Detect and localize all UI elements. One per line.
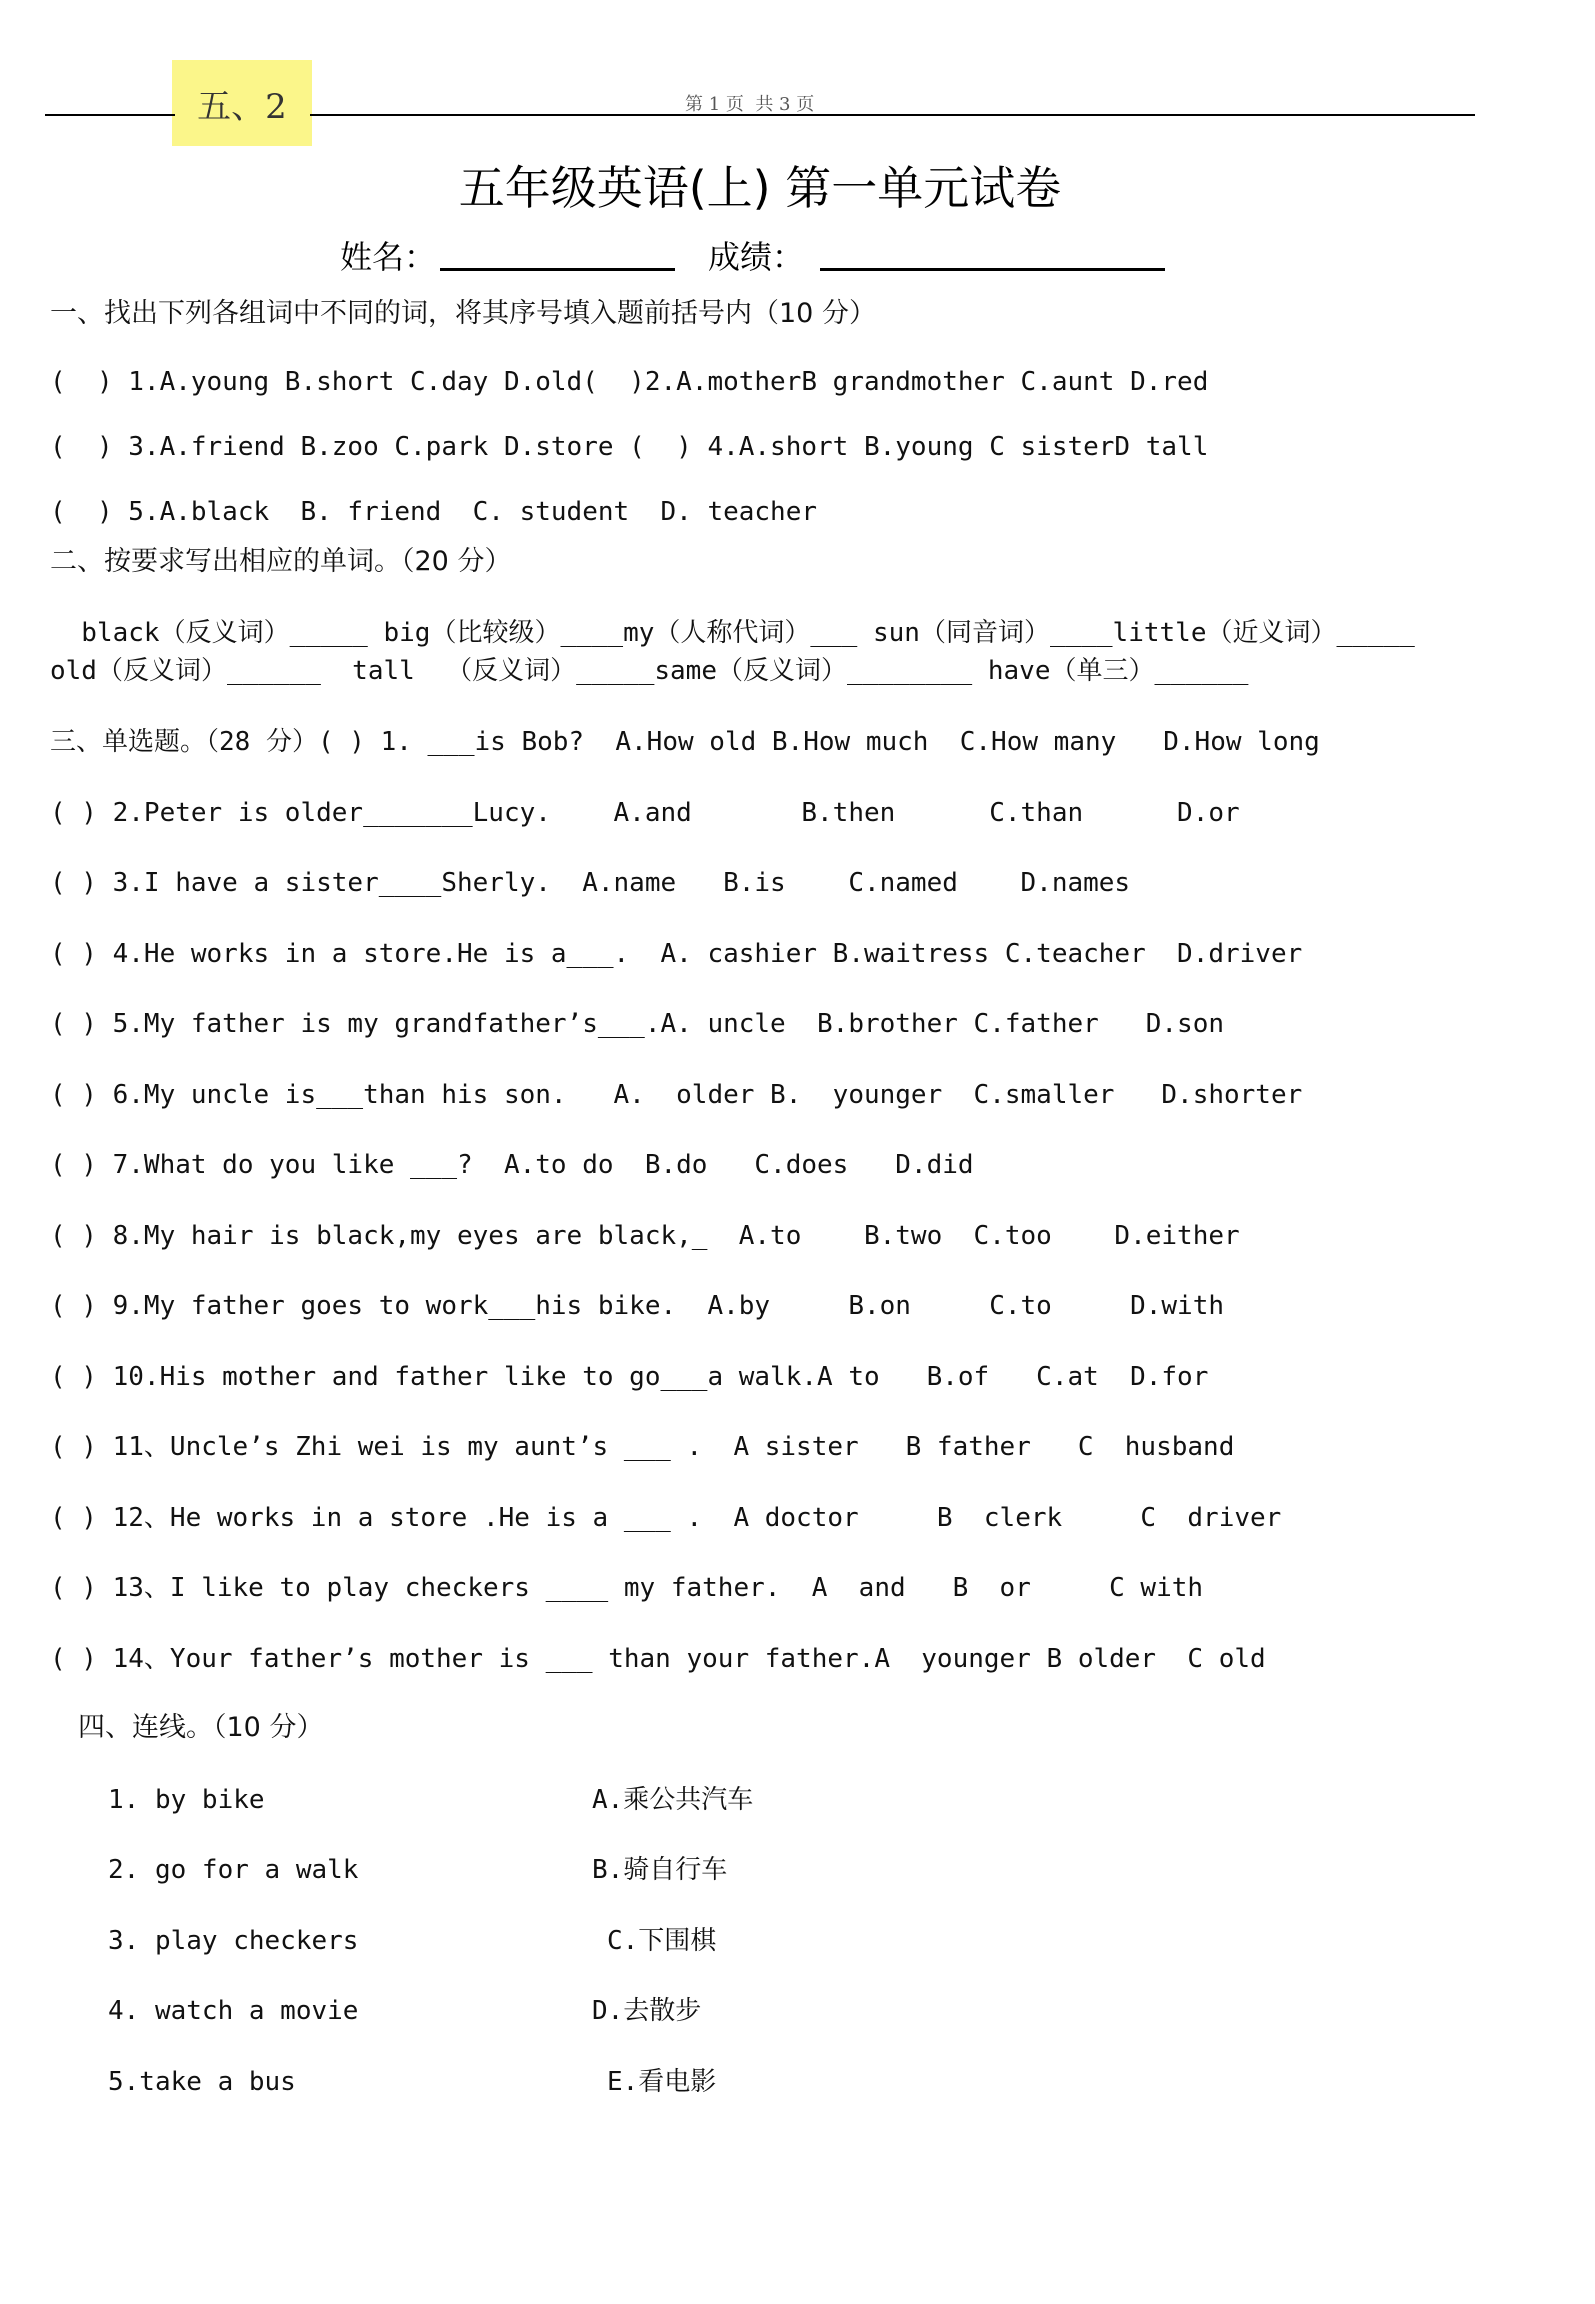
question-line: ( ) 3.I have a sister____Sherly. A.name B.is C.named D.names: [50, 868, 1131, 898]
question-line: ( ) 12、He works in a store .He is a ___ . A doctor B clerk C driver: [50, 1503, 1282, 1533]
section2-heading: 二、按要求写出相应的单词。（20 分）: [50, 546, 512, 577]
question-line: ( ) 14、Your father’s mother is ___ than your father.A younger B older C old: [50, 1644, 1266, 1674]
match-right-item: E.看电影: [607, 2067, 717, 2097]
section2-line: old（反义词）______ tall （反义词）_____same（反义词）________ have（单三）______: [50, 656, 1249, 686]
section1-line: ( ) 3.A.friend B.zoo C.park D.store ( ) 4.A.short B.young C sisterD tall: [50, 432, 1209, 462]
match-left-item: 1. by bike: [108, 1785, 265, 1815]
question-line: ( ) 4.He works in a store.He is a___. A. cashier B.waitress C.teacher D.driver: [50, 939, 1303, 969]
question-line: ( ) 8.My hair is black,my eyes are black,_ A.to B.two C.too D.either: [50, 1221, 1240, 1251]
match-right-item: B.骑自行车: [592, 1855, 728, 1885]
question-line: ( ) 10.His mother and father like to go___a walk.A to B.of C.at D.for: [50, 1362, 1209, 1392]
section1-line: ( ) 5.A.black B. friend C. student D. teacher: [50, 497, 818, 527]
match-right-item: A.乘公共汽车: [592, 1785, 754, 1815]
question-line: ( ) 2.Peter is older_______Lucy. A.and B.then C.than D.or: [50, 798, 1240, 828]
question-line: ( ) 6.My uncle is___than his son. A. older B. younger C.smaller D.shorter: [50, 1080, 1303, 1110]
match-left-item: 2. go for a walk: [108, 1855, 359, 1885]
header-rule-left: [45, 114, 175, 116]
match-right-item: C.下围棋: [607, 1926, 717, 1956]
name-blank: [440, 268, 675, 271]
section3-heading: 三、单选题。（28 分）( ) 1. ___is Bob? A.How old B.How much C.How many D.How long: [50, 727, 1320, 757]
score-label: 成绩：: [708, 238, 805, 276]
match-left-item: 4. watch a movie: [108, 1996, 359, 2026]
match-right-item: D.去散步: [592, 1996, 702, 2026]
question-line: ( ) 7.What do you like ___? A.to do B.do C.does D.did: [50, 1150, 974, 1180]
match-left-item: 5.take a bus: [108, 2067, 296, 2097]
match-left-item: 3. play checkers: [108, 1926, 359, 1956]
question-line: ( ) 9.My father goes to work___his bike. A.by B.on C.to D.with: [50, 1291, 1224, 1321]
page-number: 第 1 页 共 3 页: [685, 94, 815, 115]
score-blank: [820, 268, 1165, 271]
section1-heading: 一、找出下列各组词中不同的词，将其序号填入题前括号内（10 分）: [50, 298, 876, 329]
question-line: ( ) 13、I like to play checkers ____ my father. A and B or C with: [50, 1573, 1204, 1603]
header-rule-right: [310, 114, 1475, 116]
sticky-note: 五、2: [172, 60, 312, 146]
name-label: 姓名：: [340, 238, 437, 276]
section4-heading: 四、连线。（10 分）: [78, 1712, 324, 1743]
question-line: ( ) 5.My father is my grandfather’s___.A. uncle B.brother C.father D.son: [50, 1009, 1224, 1039]
section2-line: black（反义词）_____ big（比较级）____my（人称代词）___ sun（同音词）____little（近义词）_____: [50, 618, 1415, 648]
section1-line: ( ) 1.A.young B.short C.day D.old( )2.A.motherB grandmother C.aunt D.red: [50, 367, 1209, 397]
exam-title: 五年级英语(上) 第一单元试卷: [458, 161, 1062, 215]
question-line: ( ) 11、Uncle’s Zhi wei is my aunt’s ___ . A sister B father C husband: [50, 1432, 1235, 1462]
